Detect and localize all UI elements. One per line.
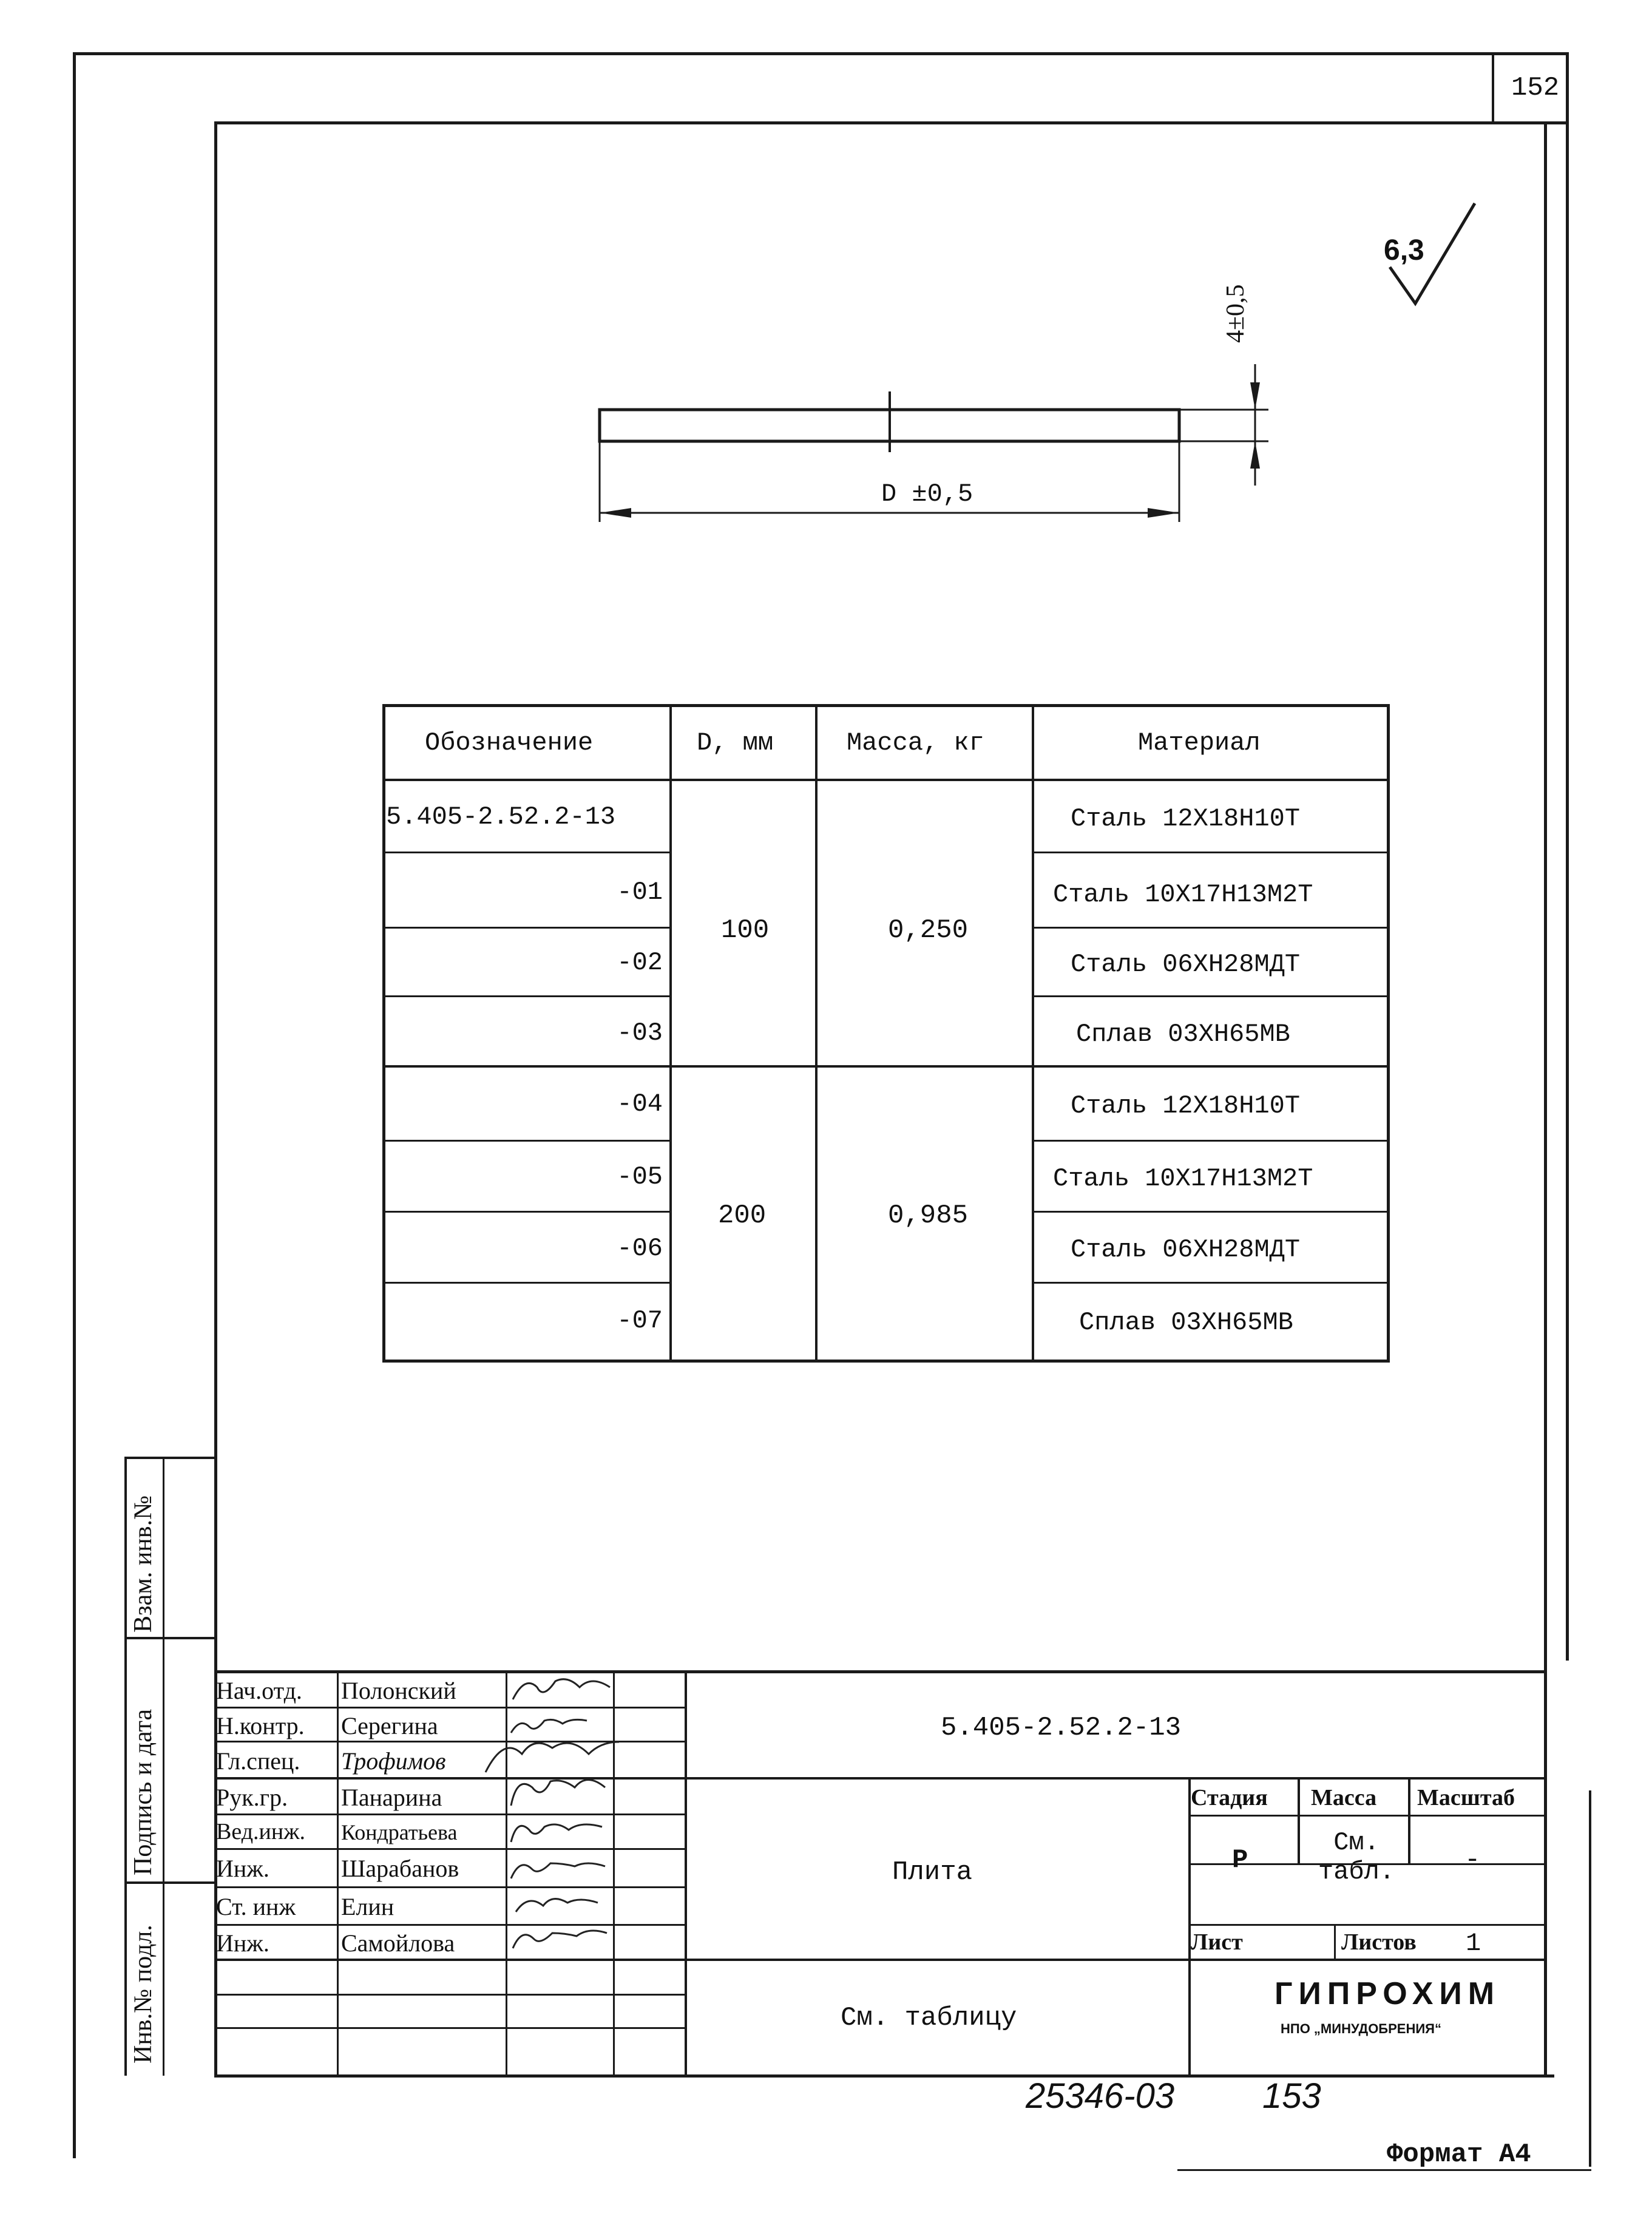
side-label-signature: Подпись и дата — [129, 1709, 157, 1875]
designation-cell: -01 — [617, 878, 663, 907]
header-material: Материал — [1138, 728, 1261, 757]
signature — [511, 1824, 602, 1842]
header-diameter: D, мм — [697, 728, 774, 757]
sheet-label: Лист — [1191, 1929, 1243, 1955]
mass-label: Масса — [1311, 1785, 1377, 1810]
material-cell: Сталь 12Х18Н10Т — [1071, 804, 1301, 833]
role-label: Нач.отд. — [216, 1677, 302, 1704]
organization-name: ГИПРОХИМ — [1275, 1976, 1501, 2011]
signature — [516, 1899, 598, 1912]
sheets-value: 1 — [1466, 1929, 1481, 1958]
person-name: Шарабанов — [341, 1855, 459, 1882]
material-cell: Сталь 12Х18Н10Т — [1071, 1091, 1301, 1120]
thickness-dimension: 4±0,5 — [1222, 284, 1250, 343]
signature — [511, 1863, 605, 1878]
header-designation: Обозначение — [425, 728, 594, 757]
mass-value: См. табл. — [1318, 1828, 1395, 1886]
material-cell: Сталь 06ХН28МДТ — [1071, 950, 1301, 979]
side-label-inventory: Инв.№ подл. — [129, 1925, 157, 2064]
person-name: Елин — [341, 1893, 394, 1920]
role-label: Рук.гр. — [216, 1784, 288, 1811]
item-name: Плита — [892, 1857, 973, 1888]
stage-value: Р — [1232, 1845, 1248, 1875]
material-cell: Сталь 10Х17Н13М2Т — [1053, 880, 1313, 909]
diameter-cell: 100 — [721, 915, 770, 946]
organization-subtitle: НПО „МИНУДОБРЕНИЯ“ — [1281, 2021, 1441, 2036]
role-label: Вед.инж. — [216, 1819, 305, 1844]
designation-cell: -06 — [617, 1234, 663, 1263]
material-cell: Сталь 06ХН28МДТ — [1071, 1235, 1301, 1264]
signature — [486, 1742, 619, 1772]
mass-cell: 0,985 — [888, 1201, 969, 1231]
material-cell: Сплав 03ХН65МВ — [1079, 1308, 1293, 1337]
material-cell: Сплав 03ХН65МВ — [1076, 1020, 1290, 1049]
designation-cell: -04 — [617, 1089, 663, 1119]
roughness-value: 6,3 — [1384, 234, 1424, 266]
footer-code: 25346-03 — [1026, 2076, 1175, 2116]
scale-value: - — [1464, 1845, 1481, 1875]
document-code: 5.405-2.52.2-13 — [941, 1713, 1182, 1743]
signature — [513, 1679, 610, 1699]
designation-cell: 5.405-2.52.2-13 — [386, 802, 616, 831]
designation-cell: -07 — [617, 1306, 663, 1335]
role-label: Инж. — [216, 1855, 269, 1882]
designation-cell: -02 — [617, 948, 663, 977]
role-label: Ст. инж — [216, 1893, 296, 1920]
scale-label: Масштаб — [1417, 1785, 1515, 1810]
person-name: Серегина — [341, 1712, 438, 1739]
side-label-replaced: Взам. инв.№ — [129, 1495, 157, 1633]
signature — [511, 1780, 605, 1806]
diameter-dimension: D ±0,5 — [881, 479, 973, 509]
person-name: Панарина — [341, 1784, 442, 1811]
stage-label: Стадия — [1191, 1785, 1268, 1810]
signature — [513, 1931, 607, 1948]
sheets-label: Листов — [1341, 1929, 1417, 1955]
diameter-cell: 200 — [718, 1201, 767, 1231]
person-name: Полонский — [341, 1677, 456, 1704]
person-name: Трофимов — [341, 1747, 446, 1775]
material-cell: Сталь 10Х17Н13М2Т — [1053, 1164, 1313, 1193]
designation-cell: -03 — [617, 1018, 663, 1048]
footer-page: 153 — [1262, 2076, 1321, 2116]
signature — [511, 1719, 587, 1733]
page-number: 152 — [1511, 73, 1560, 103]
person-name: Кондратьева — [341, 1820, 458, 1844]
format-label: Формат А4 — [1387, 2139, 1531, 2170]
person-name: Самойлова — [341, 1929, 455, 1957]
material-reference: См. таблицу — [841, 2003, 1017, 2033]
header-mass: Масса, кг — [847, 728, 984, 757]
role-label: Гл.спец. — [216, 1747, 300, 1775]
mass-cell: 0,250 — [888, 915, 969, 946]
role-label: Н.контр. — [216, 1712, 305, 1739]
role-label: Инж. — [216, 1929, 269, 1957]
designation-cell: -05 — [617, 1162, 663, 1191]
